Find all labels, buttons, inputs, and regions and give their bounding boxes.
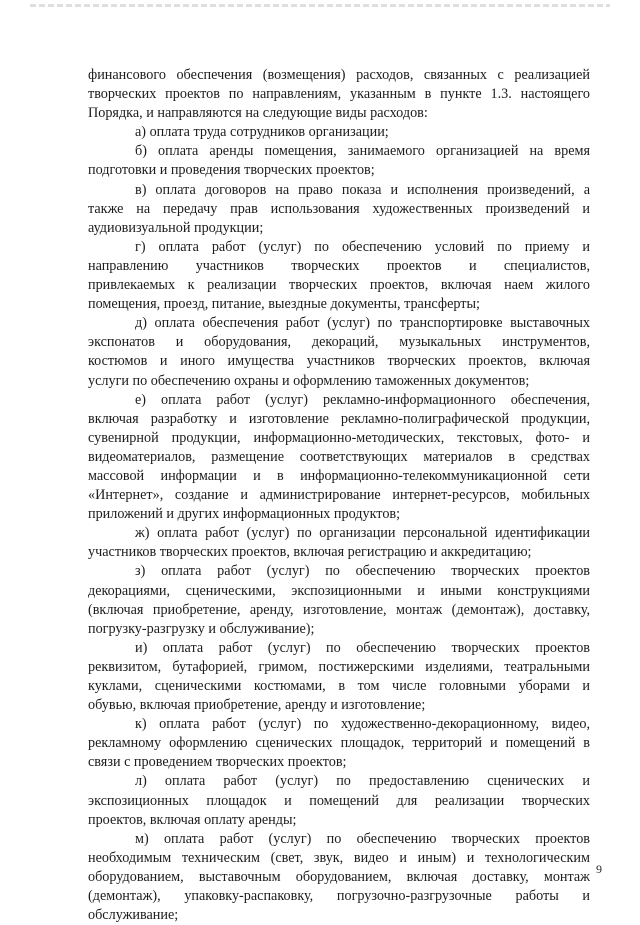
document-body <box>88 66 590 925</box>
text-line: подготовки и проведения творческих проектов; <box>88 162 375 179</box>
text-line: л) оплата работ (услуг) по предоставлению сценических и <box>135 773 590 790</box>
text-line: декорациями, сценическими, экспозиционными и иными конструкциями <box>88 582 590 599</box>
text-line: и) оплата работ (услуг) по обеспечению творческих проектов <box>135 639 590 656</box>
text-line: ж) оплата работ (услуг) по организации персональной идентификации <box>135 525 590 542</box>
text-line: «Интернет», создание и администрирование интернет-ресурсов, мобильных <box>88 487 590 504</box>
text-line: массовой информации и в информационно-телекоммуникационной сети <box>88 467 590 484</box>
text-line: м) оплата работ (услуг) по обеспечению творческих проектов <box>135 830 590 847</box>
text-line: связи с проведением творческих проектов; <box>88 754 347 771</box>
text-line: (демонтаж), упаковку-распаковку, погрузочно-разгрузочные работы и <box>88 888 590 905</box>
text-line: е) оплата работ (услуг) рекламно-информационного обеспечения, <box>135 391 590 408</box>
scan-header-artifact <box>30 4 610 7</box>
text-line: также на передачу прав использования художественных произведений и <box>88 200 590 217</box>
text-line: реквизитом, бутафорией, гримом, постижерскими изделиями, театральными <box>88 658 590 675</box>
text-line: костюмов и иного имущества участников творческих проектов, включая <box>88 353 590 370</box>
text-line: привлекаемых к реализации творческих проектов, включая наем жилого <box>88 277 590 294</box>
text-line: сувенирной продукции, информационно-методических, текстовых, фото- и <box>88 429 590 446</box>
text-line: оборудованием, выставочным оборудованием, включая доставку, монтаж <box>88 868 590 885</box>
text-line: творческих проектов по направлениям, указанным в пункте 1.3. настоящего <box>88 86 590 103</box>
text-line: з) оплата работ (услуг) по обеспечению творческих проектов <box>135 563 590 580</box>
text-line: помещения, проезд, питание, выездные документы, трансферты; <box>88 296 480 313</box>
text-line: (включая приобретение, аренду, изготовление, монтаж (демонтаж), доставку, <box>88 601 590 618</box>
text-line: д) оплата обеспечения работ (услуг) по транспортировке выставочных <box>135 315 590 332</box>
text-line: видеоматериалов, размещение соответствующих материалов в средствах <box>88 448 590 465</box>
text-line: услуги по обеспечению охраны и оформлению таможенных документов; <box>88 372 530 389</box>
text-line: аудиовизуальной продукции; <box>88 219 264 236</box>
text-line: включая разработку и изготовление рекламно-полиграфической продукции, <box>88 410 590 427</box>
text-line: финансового обеспечения (возмещения) расходов, связанных с реализацией <box>88 67 590 83</box>
text-line: б) оплата аренды помещения, занимаемого организацией на время <box>135 143 590 160</box>
text-line: к) оплата работ (услуг) по художественно-декорационному, видео, <box>135 716 590 733</box>
text-line: г) оплата работ (услуг) по обеспечению условий по приему и <box>135 238 590 255</box>
text-line: проектов, включая оплату аренды; <box>88 811 297 828</box>
text-line: куклами, сценическими костюмами, в том числе головными уборами и <box>88 678 590 694</box>
text-line: Порядка, и направляются на следующие виды расходов: <box>88 105 428 122</box>
text-line: необходимым техническим (свет, звук, видео и иным) и технологическим <box>88 849 590 866</box>
text-line: участников творческих проектов, включая регистрацию и аккредитацию; <box>88 544 532 561</box>
text-line: направлению участников творческих проектов и специалистов, <box>88 257 590 274</box>
text-line: в) оплата договоров на право показа и исполнения произведений, а <box>135 181 590 198</box>
text-line: рекламному оформлению сценических площадок, территорий и помещений в <box>88 735 590 752</box>
text-line: экспозиционных площадок и помещений для реализации творческих <box>88 792 590 809</box>
text-line: обувью, включая приобретение, аренду и изготовление; <box>88 697 426 714</box>
text-line: экспонатов и оборудования, декораций, музыкальных инструментов, <box>88 334 590 351</box>
text-line: обслуживание; <box>88 907 179 924</box>
text-line: а) оплата труда сотрудников организации; <box>135 124 389 141</box>
text-line: приложений и других информационных продуктов; <box>88 506 401 523</box>
text-line: погрузку-разгрузку и обслуживание); <box>88 620 315 637</box>
page-number: 9 <box>596 862 602 876</box>
